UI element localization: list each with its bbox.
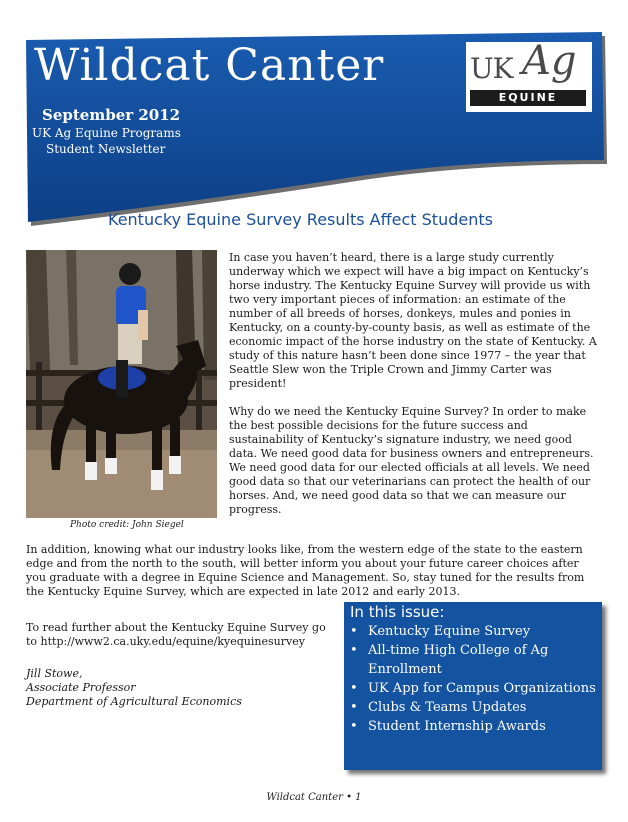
logo-uk-text: UK — [470, 52, 513, 85]
author-department: Department of Agricultural Economics — [26, 695, 242, 708]
photo-credit: Photo credit: John Siegel — [70, 520, 184, 530]
author-title: Associate Professor — [26, 681, 136, 694]
list-item: • UK App for Campus Organizations — [350, 679, 596, 698]
logo-equine-bar: EQUINE — [470, 90, 586, 106]
in-this-issue-list — [350, 622, 596, 736]
article-paragraph-2: Why do we need the Kentucky Equine Survey? In order to make the best possible decisions for the future success and sustainability of Kentucky’s signature industry, we need good data. We need good data for business owners and entrepreneurs. We need good data for our elected officials at all levels. We need good data so that our veterinarians can protect the health of our horses. And, we need good data so that we can measure our progress. — [229, 405, 594, 516]
in-this-issue-heading: In this issue: — [350, 603, 445, 621]
rider-on-horse-photo — [26, 250, 217, 518]
newsletter-type: Student Newsletter — [46, 142, 166, 156]
article-paragraph-1: In case you haven’t heard, there is a large study currently underway which we expect will have a big impact on Kentucky’s horse industry. The Kentucky Equine Survey will provide us with two very important pieces of information: an estimate of the number of all breeds of horses, donkeys, mules and ponies in Kentucky, on a county-by-county basis, as well as estimate of the economic impact of the horse industry on the state of Kentucky. A study of this nature hasn’t been done since 1977 – the year that Seattle Slew won the Triple Crown and Jimmy Carter was president! — [229, 251, 597, 390]
page-footer: Wildcat Canter • 1 — [266, 792, 362, 803]
list-item: • Student Internship Awards — [350, 717, 596, 736]
author-name: Jill Stowe, — [26, 667, 83, 680]
newsletter-title: Wildcat Canter — [34, 40, 385, 91]
logo-ag-text: Ag — [522, 38, 577, 84]
in-this-issue-box — [344, 602, 602, 770]
article-paragraph-3: In addition, knowing what our industry looks like, from the western edge of the state to the eastern edge and from the north to the south, will better inform you about your future career choices after you graduate with a degree in Equine Science and Management. So, stay tuned for the results from the Kentucky Equine Survey, which are expected in late 2012 and early 2013. — [26, 543, 585, 598]
uk-ag-equine-logo — [470, 38, 590, 108]
masthead — [0, 0, 628, 240]
survey-link-paragraph: To read further about the Kentucky Equine Survey go to http://www2.ca.uky.edu/equine/kyequinesurvey — [26, 621, 326, 648]
author-signature — [26, 667, 242, 709]
list-item: • All-time High College of Ag Enrollment — [350, 641, 596, 679]
program-name: UK Ag Equine Programs — [32, 126, 181, 140]
article-headline: Kentucky Equine Survey Results Affect Students — [108, 210, 493, 229]
issue-date: September 2012 — [42, 106, 181, 124]
list-item: • Clubs & Teams Updates — [350, 698, 596, 717]
horse-rider-image — [26, 250, 217, 518]
list-item: • Kentucky Equine Survey — [350, 622, 596, 641]
